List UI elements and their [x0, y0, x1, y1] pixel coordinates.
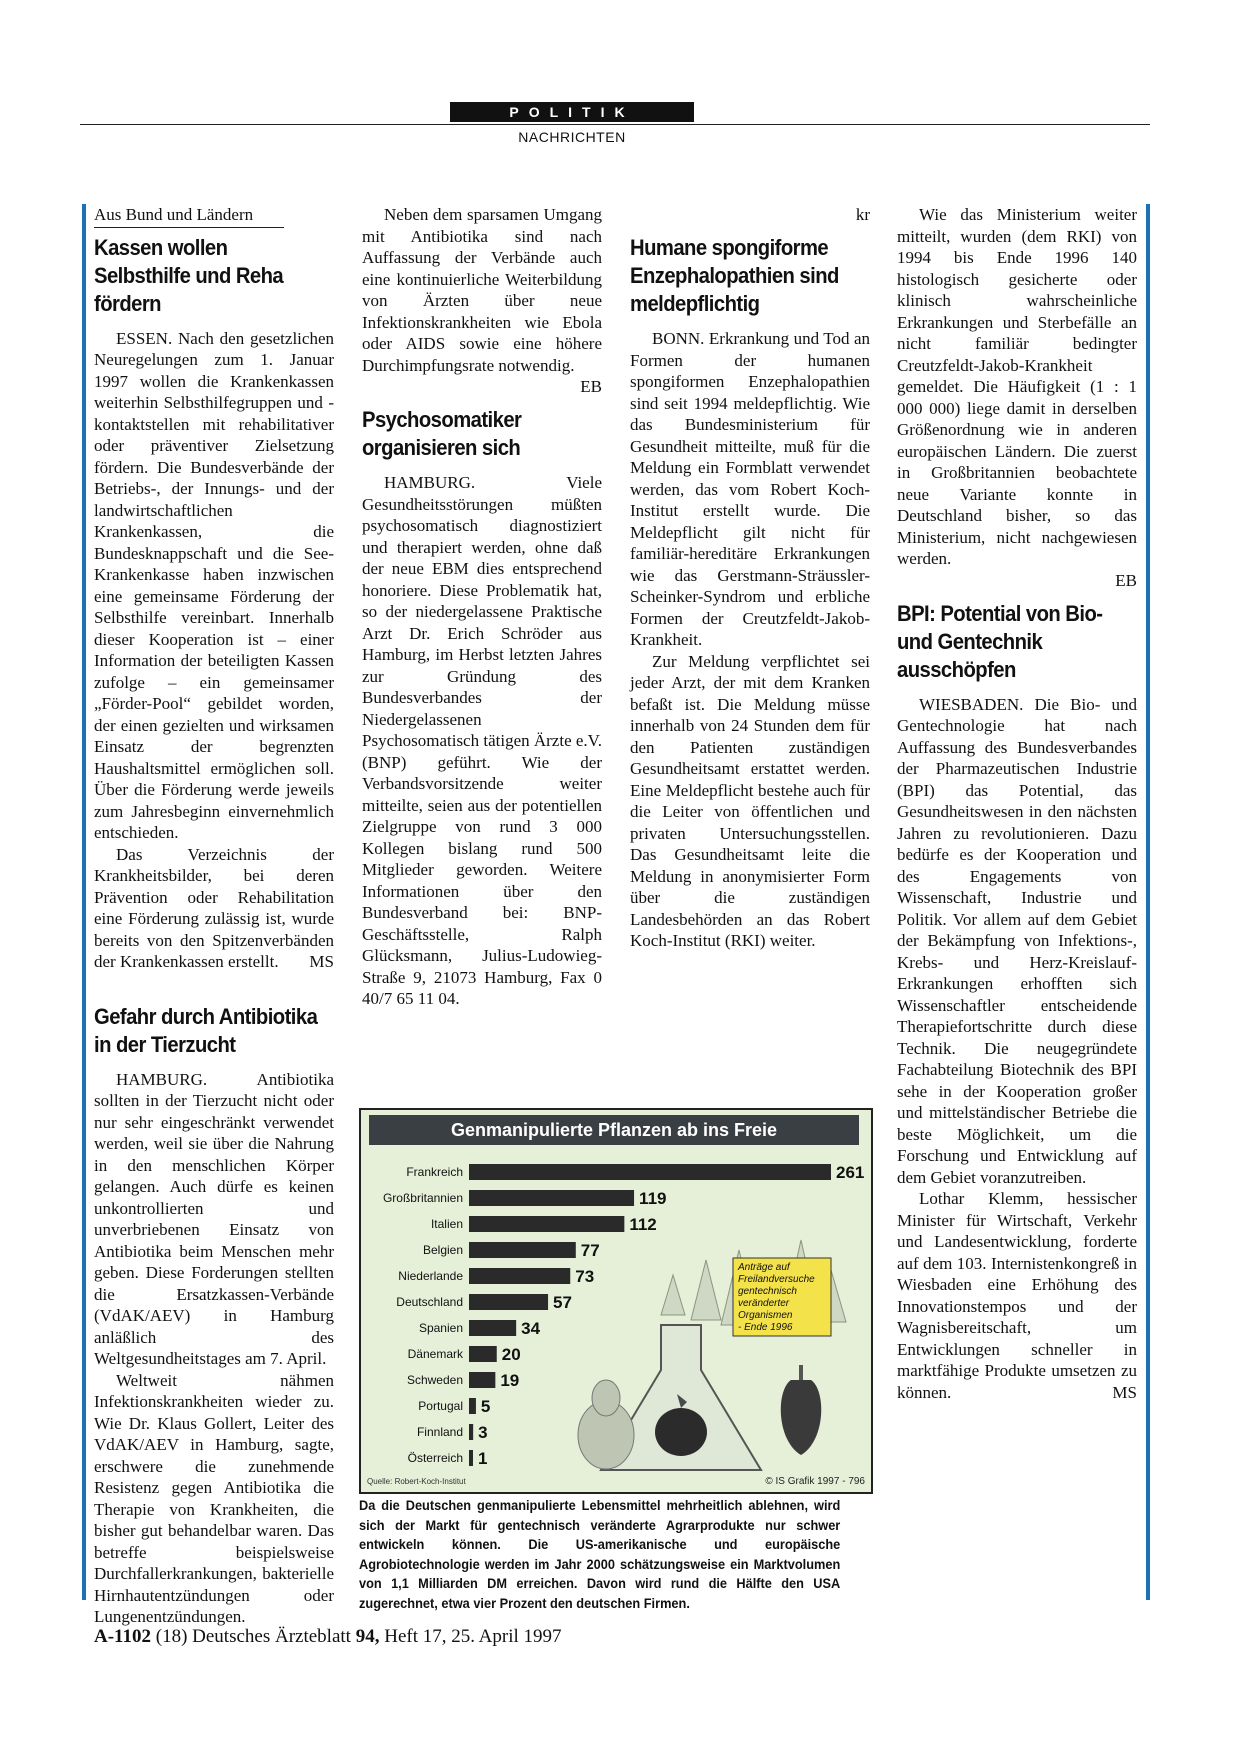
bar-chart	[359, 1108, 873, 1494]
paragraph-text: Das Verzeichnis der Krankheitsbilder, bei deren Prävention oder Rehabilitation eine Förderung zulässig ist, wurde bereits von den Spitzenverbänden der Krankenkassen erstellt.	[94, 844, 334, 971]
article-paragraph: WIESBADEN. Die Bio- und Gentechnologie hat nach Auffassung des Bundesverbandes der Pharmazeutischen Industrie (BPI) das Potential, das Gesundheitswesen in den nächsten Jahren zu revolutionieren. Dazu bedürfe es der Kooperation und des Engagements von Wissenschaft, Industrie und Politik. Vor allem auf dem Gebiet der Bekämpfung von Infektions-, Krebs- und Herz-Kreislauf-Erkrankungen erhofften sich Wissenschaftler entscheidende Therapiefortschritte durch diese Technik. Die neugegründete Fachabteilung Biotechnik des BPI sehe in der Kooperation großer und mittelständischer Betriebe die beste Möglichkeit, um die Forschung und Entwicklung auf dem Gebiet voranzutreiben.	[897, 694, 1137, 1187]
article-headline: Humane spongiforme Enzephalopathien sind meldepflichtig	[630, 235, 839, 316]
bar	[469, 1450, 473, 1466]
article-paragraph: Wie das Ministerium weiter mitteilt, wurden (dem RKI) von 1994 bis Ende 1996 140 histologisch gesicherte oder klinisch wahrscheinliche Erkrankungen und Sterbefälle an nicht familiär bedingter Creutzfeldt-Jakob-Krankheit gemeldet. Die Häufigkeit (1 : 1 000 000) liege damit in derselben Größenordnung wie in anderen europäischen Ländern. Die zuerst in Großbritannien beobachtete neue Variante konnte in Deutschland bisher, so das Ministerium, nicht nachgewiesen werden.	[897, 205, 1137, 568]
data-label: 112	[629, 1215, 657, 1234]
author-signature: MS	[309, 952, 334, 971]
page-number: A-1102	[94, 1626, 151, 1647]
category-label: Schweden	[406, 1373, 463, 1387]
legend-note-line: - Ende 1996	[738, 1322, 793, 1333]
article-headline: Gefahr durch Antibiotika in der Tierzucht	[94, 1003, 318, 1057]
category-label: Großbritannien	[382, 1191, 463, 1205]
chart-plot	[361, 1110, 871, 1492]
data-label: 20	[501, 1345, 521, 1364]
page-footer	[94, 1626, 562, 1648]
bar	[469, 1320, 516, 1336]
subsection-label: NACHRICHTEN	[518, 129, 626, 145]
bar	[469, 1398, 476, 1414]
data-label: 119	[639, 1189, 667, 1208]
header-rule	[80, 124, 1150, 125]
article-headline: Kassen wollen Selbsthilfe und Reha fördern	[94, 234, 284, 316]
author-signature: EB	[580, 377, 602, 396]
article-paragraph: HAMBURG. Antibiotika sollten in der Tierzucht nicht oder nur sehr eingeschränkt verwendet werden, weil sie über die Nahrung in den menschlichen Körper gelangen. Auch dürfe es keinen unkontrollierten und unverbriebenen Einsatz von Antibiotika beim Menschen mehr geben. Diese Forderungen stellten die Ersatzkassen-Verbände (VdAK/AEV) in Hamburg anläßlich des Weltgesundheitstages am 7. April.	[94, 1069, 334, 1368]
data-label: 261	[836, 1163, 865, 1182]
column-4	[897, 204, 1137, 1403]
right-margin-bar	[1146, 204, 1150, 1600]
category-label: Deutschland	[396, 1295, 463, 1309]
legend-note-line: gentechnisch	[738, 1286, 797, 1297]
paragraph-text: Lothar Klemm, hessischer Minister für Wirtschaft, Verkehr und Landesentwicklung, forderte auf dem 103. Internistenkongreß in Wiesbaden eine Erhöhung des Innovationstempos und der Wagnisbereitschaft, um Entwicklungen schneller in marktfähige Produkte umsetzen zu können.	[897, 1189, 1137, 1402]
column-1	[94, 204, 334, 1628]
column-2	[362, 204, 602, 1010]
pear-illustration	[578, 1380, 634, 1469]
bar	[469, 1216, 624, 1232]
chart-title: Genmanipulierte Pflanzen ab ins Freie	[369, 1115, 859, 1145]
article-paragraph: HAMBURG. Viele Gesundheitsstörungen müßten psychosomatisch diagnostiziert und therapiert werden, ohne daß der neue EBM dies entsprechend honoriere. Diese Problematik hat, so der niedergelassene Praktische Arzt Dr. Erich Schröder aus Hamburg, im Herbst letzten Jahres zur Gründung des Bundesverbandes der Niedergelassenen Psychosomatisch tätigen Ärzte e.V. (BNP) geführt. Wie der Verbandsvorsitzende weiter mitteilte, seien aus der potentiellen Zielgruppe von rund 3 000 Kollegen bislang rund 500 Mitglieder geworden. Weitere Informationen über den Bundesverband bei: BNP-Geschäftsstelle, Ralph Glücksmann, Julius-Ludowieg-Straße 9, 21073 Hamburg, Fax 0 40/7 65 11 04.	[362, 473, 603, 1008]
category-label: Spanien	[418, 1321, 463, 1335]
article-paragraph: Neben dem sparsamen Umgang mit Antibiotika sind nach Auffassung der Verbände auch eine kontinuierliche Weiterbildung von Ärzten über neue Infektionskrankheiten wie Ebola oder AIDS sowie eine höhere Durchimpfungsrate notwendig.	[362, 205, 602, 375]
data-label: 19	[500, 1371, 520, 1390]
chart-source: Quelle: Robert-Koch-Institut	[367, 1477, 466, 1486]
section-label: POLITIK	[450, 102, 694, 122]
category-label: Belgien	[422, 1243, 463, 1257]
legend-note-line: Organismen	[738, 1310, 793, 1321]
bar	[469, 1268, 570, 1284]
bar	[469, 1242, 576, 1258]
author-signature: kr	[855, 205, 870, 224]
data-label: 77	[580, 1241, 600, 1260]
category-label: Niederlande	[398, 1269, 463, 1283]
category-label: Dänemark	[407, 1347, 463, 1361]
author-signature: MS	[1112, 1382, 1137, 1402]
bar	[469, 1372, 495, 1388]
article-headline: BPI: Potential von Bio- und Gentechnik ausschöpfen	[897, 600, 1103, 682]
data-label: 1	[478, 1449, 488, 1468]
legend-note-line: Freilandversuche	[738, 1274, 815, 1285]
column-3	[630, 204, 870, 952]
article-paragraph: BONN. Erkrankung und Tod an Formen der humanen spongiformen Enzephalopathien sind seit 1994 meldepflichtig. Wie das Bundesministerium für Gesundheit mitteilte, muß für die Meldung ein Formblatt verwendet werden, das vom Robert Koch-Institut erstellt wurde. Die Meldepflicht gilt nicht für familiär-hereditäre Erkrankungen wie das Gerstmann-Sträussler-Scheinker-Syndrom und erbliche Formen der Creutzfeldt-Jakob-Krankheit.	[630, 329, 870, 649]
article-headline: Psychosomatiker organisieren sich	[362, 407, 522, 460]
chart-caption: Da die Deutschen genmanipulierte Lebensmittel mehrheitlich ablehnen, wird sich der Markt für gentechnisch veränderte Agrarprodukte nur schwer entwickeln können. Die US-amerikanische und europäische Agrobiotechnologie werden im Jahr 2000 schätzungsweise ein Marktvolumen von 1,1 Milliarden DM erreichen. Davon wird rund die Hälfte den USA zugerechnet, etwa vier Prozent den deutschen Firmen.	[359, 1498, 841, 1611]
category-label: Frankreich	[406, 1165, 463, 1179]
data-label: 3	[478, 1423, 488, 1442]
data-label: 34	[521, 1319, 541, 1338]
pepper-illustration	[781, 1365, 821, 1455]
section-kicker: Aus Bund und Ländern	[94, 204, 284, 228]
legend-note-line: Anträge auf	[738, 1262, 790, 1273]
bar	[469, 1190, 634, 1206]
category-label: Portugal	[418, 1399, 463, 1413]
legend-note-line: veränderter	[738, 1298, 790, 1309]
volume-number: 94,	[355, 1626, 380, 1647]
chart-credit: © IS Grafik 1997 - 796	[765, 1476, 865, 1487]
author-signature: EB	[1115, 570, 1137, 590]
issue-details: Heft 17, 25. April 1997	[384, 1626, 562, 1647]
data-label: 57	[553, 1293, 572, 1312]
data-label: 5	[480, 1397, 491, 1416]
left-margin-bar	[82, 204, 86, 1600]
article-paragraph: Zur Meldung verpflichtet sei jeder Arzt, der mit dem Kranken befaßt ist. Die Meldung müsse innerhalb von 24 Stunden dem für den Patienten zuständigen Gesundheitsamt erstattet werden. Eine Meldepflicht bestehe auch für die Leiter von öffentlichen und privaten Untersuchungsstellen. Das Gesundheitsamt leite die Meldung in anonymisierter Form über die zuständigen Landesbehörden an das Robert Koch-Institut (RKI) weiter.	[630, 651, 870, 950]
bar	[469, 1164, 831, 1180]
issue-prefix: (18) Deutsches Ärzteblatt	[155, 1626, 351, 1647]
category-label: Finnland	[416, 1425, 463, 1439]
article-paragraph	[94, 844, 334, 973]
data-label: 73	[575, 1267, 595, 1286]
bar	[469, 1346, 497, 1362]
article-paragraph: Weltweit nähmen Infektionskrankheiten wieder zu. Wie Dr. Klaus Gollert, Leiter des VdAK/AEV in Hamburg, sagte, erschwere die zunehmende Resistenz gegen Antibiotika die Therapie von Krankheiten, die bisher gut behandelbar waren. Das betreffe beispielsweise Durchfallerkrankungen, bakterielle Hirnhautentzündungen oder Lungenentzündungen.	[94, 1370, 334, 1626]
article-paragraph: ESSEN. Nach den gesetzlichen Neuregelungen zum 1. Januar 1997 wollen die Krankenkassen weiterhin Selbsthilfegruppen und -kontaktstellen mit rehabilitativer oder präventiver Zielsetzung fördern. Die Bundesverbände der Betriebs-, der Innungs- und der landwirtschaftlichen Krankenkassen, die Bundesknappschaft und die See-Krankenkasse haben inzwischen eine gemeinsame Förderung der Selbsthilfe vereinbart. Innerhalb dieser Kooperation ist – einer Information der beteiligten Kassen zufolge – ein gemeinsamer „Förder-Pool“ gebildet worden, der einen gezielten und wirksamen Einsatz der begrenzten Haushaltsmittel ermöglichen soll. Über die Förderung werde jeweils zum Jahresbeginn einvernehmlich entschieden.	[94, 328, 334, 842]
article-paragraph	[897, 1188, 1137, 1403]
bar	[469, 1294, 548, 1310]
bar	[469, 1424, 473, 1440]
category-label: Österreich	[407, 1451, 463, 1465]
category-label: Italien	[430, 1217, 463, 1231]
